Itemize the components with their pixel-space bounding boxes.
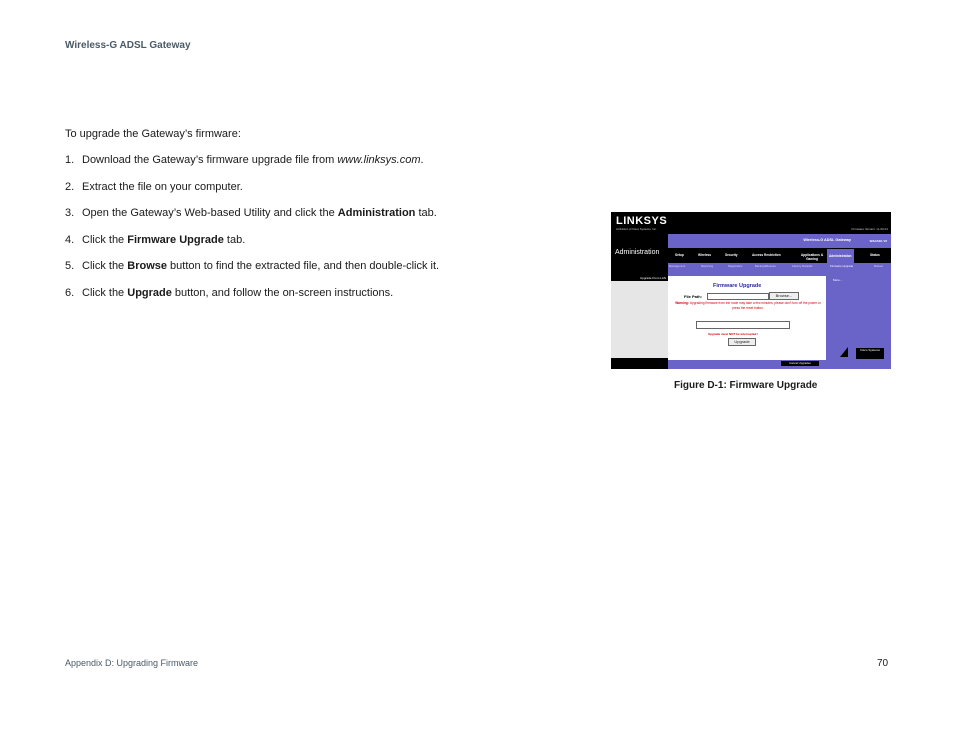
linksys-link[interactable]: www.linksys.com [337, 154, 421, 166]
page-number: 70 [877, 658, 889, 669]
footer-section: Appendix D: Upgrading Firmware [65, 658, 199, 668]
left-footer [611, 358, 668, 369]
upgrade-progress-bar [696, 321, 790, 329]
subtab-reporting[interactable]: Reporting [701, 264, 714, 268]
left-black-block [611, 234, 668, 278]
tab-applications-gaming[interactable]: Applications & Gaming [800, 253, 824, 261]
linksys-logo: LINKSYS [616, 215, 668, 227]
left-body [611, 281, 668, 358]
upgrade-warning-label: Upgrade must NOT be interrupted ! [708, 332, 759, 336]
model-number: WAG54G V2 [869, 239, 887, 243]
intro-text: To upgrade the Gateway’s firmware: [65, 128, 241, 140]
firmware-upgrade-title: Firmware Upgrade [713, 283, 762, 289]
step-2: 2. Extract the file on your computer. [65, 181, 243, 193]
step-6: 6. Click the Upgrade button, and follow the on-screen instructions. [65, 287, 394, 299]
product-name: Wireless-G ADSL Gateway [803, 238, 851, 242]
tab-status[interactable]: Status [870, 253, 880, 257]
subtab-backup-restore[interactable]: Backup&Restore [755, 264, 776, 268]
product-bar [668, 234, 891, 248]
tab-access-restriction[interactable]: Access Restriction [752, 253, 781, 257]
file-path-input[interactable] [707, 293, 769, 300]
step-5: 5. Click the Browse button to find the extracted file, and then double-click it. [65, 260, 440, 272]
step-3: 3. Open the Gateway’s Web-based Utility and click the Administration tab. [65, 207, 437, 219]
upgrade-button[interactable]: Upgrade [728, 338, 756, 346]
more-link[interactable]: More... [833, 278, 843, 282]
tab-wireless[interactable]: Wireless [698, 253, 712, 257]
cisco-bridge-icon [840, 347, 848, 357]
subtab-diagnostics[interactable]: Diagnostics [728, 264, 743, 268]
browse-button[interactable]: Browse... [769, 292, 799, 300]
logo-subtitle: A Division of Cisco Systems, Inc. [616, 227, 657, 231]
header-title: Wireless-G ADSL Gateway [65, 40, 191, 51]
tab-security[interactable]: Security [725, 253, 738, 257]
subtab-factory-defaults[interactable]: Factory Defaults [792, 264, 813, 268]
cancel-upgrades-button[interactable]: Cancel Upgrades [781, 361, 819, 366]
file-path-label: File Path: [684, 294, 703, 299]
tab-setup[interactable]: Setup [675, 253, 684, 257]
warning-message: Warning: Upgrading firmware from tne node may take a few minutes, please don't turn off the power or press the reset button. [675, 301, 821, 310]
tab-administration[interactable]: Administration [827, 249, 854, 263]
subtab-management[interactable]: Management [669, 264, 686, 268]
left-section-label: Upgrade From LAN [611, 276, 668, 281]
firmware-upgrade-figure [611, 212, 891, 369]
section-title: Administration [615, 249, 660, 256]
subtab-firmware-upgrade[interactable]: Firmware Upgrade [830, 264, 854, 268]
figure-caption: Figure D-1: Firmware Upgrade [674, 380, 818, 391]
step-4: 4. Click the Firmware Upgrade tab. [65, 234, 246, 246]
step-1: 1. Download the Gateway’s firmware upgrade file from www.linksys.com. [65, 154, 424, 166]
cisco-logo: Cisco Systems [856, 348, 884, 359]
subtab-reboot[interactable]: Reboot [874, 264, 884, 268]
firmware-version: Firmware Version: v1.00.01 [851, 227, 888, 231]
